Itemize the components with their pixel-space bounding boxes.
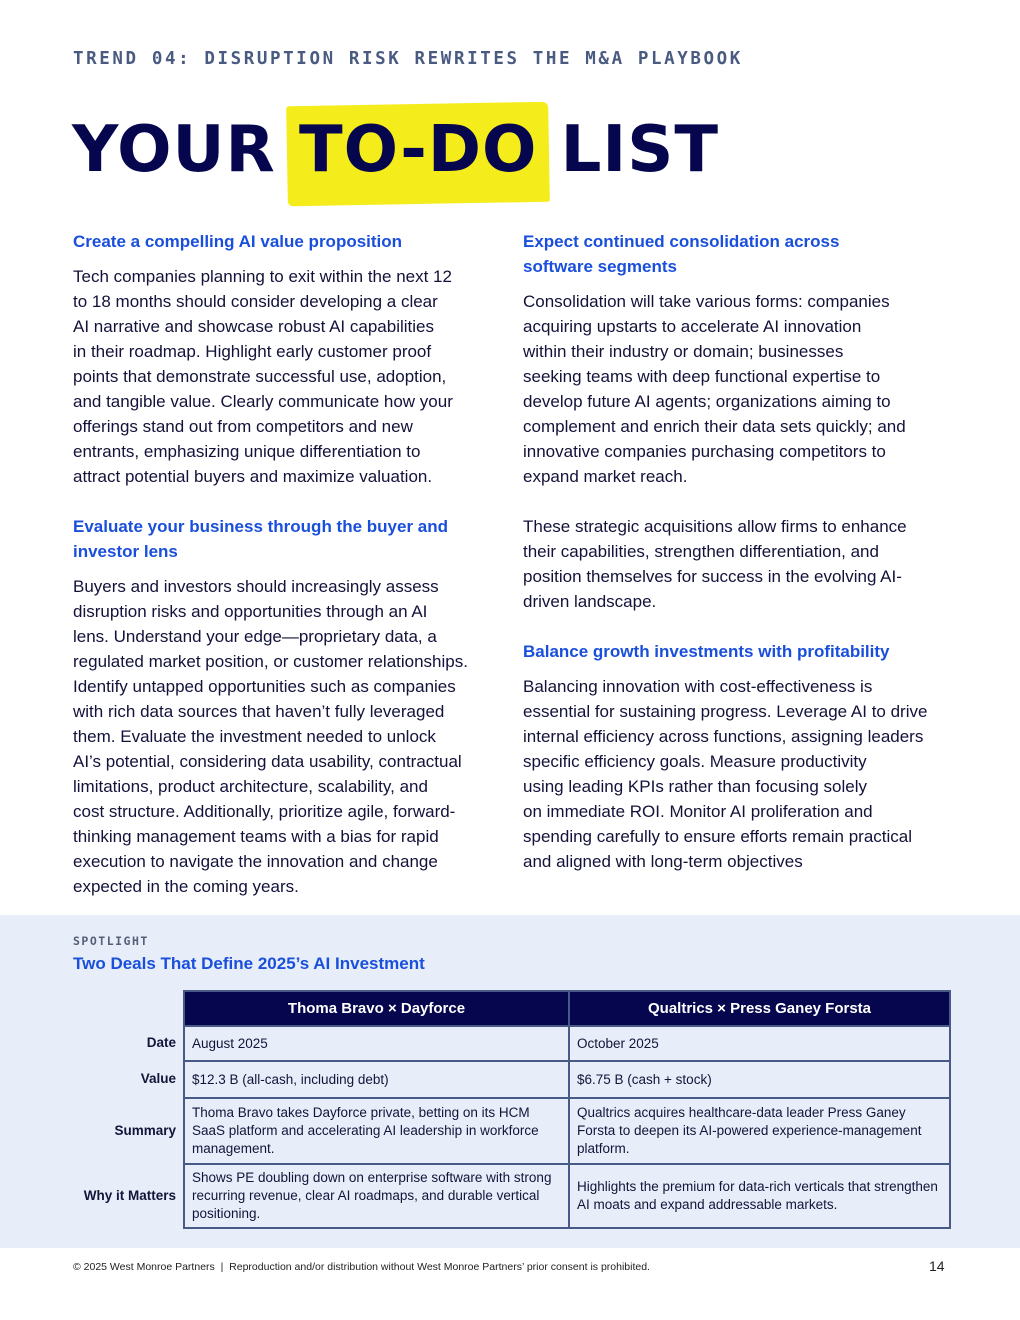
text-line: limitations, product architecture, scalability, and (73, 777, 428, 796)
text-line: Balancing innovation with cost-effectiveness is (523, 677, 873, 696)
text-line: software segments (523, 257, 677, 276)
row-label-value: Value (140, 1071, 176, 1086)
text-line: spending carefully to ensure efforts remain practical (523, 827, 912, 846)
text-line: Buyers and investors should increasingly assess (73, 577, 439, 596)
text-line: Evaluate your business through the buyer and (73, 517, 449, 536)
section-body (523, 289, 953, 489)
text-line: expected in the coming years. (73, 877, 299, 896)
text-line: develop future AI agents; organizations aiming to (523, 392, 891, 411)
text-line: acquiring upstarts to accelerate AI innovation (523, 317, 862, 336)
text-line: thinking management teams with a bias for rapid (73, 827, 439, 846)
table-cell: October 2025 (569, 1026, 950, 1061)
table-row (184, 1061, 950, 1098)
text-line: and aligned with long-term objectives (523, 852, 803, 871)
table-row (184, 1026, 950, 1061)
table-row (184, 1164, 950, 1228)
text-line: their capabilities, strengthen differentiation, and (523, 542, 879, 561)
text-line: regulated market position, or customer relationships. (73, 652, 468, 671)
spotlight-kicker: SPOTLIGHT (73, 934, 149, 948)
section-body (73, 574, 503, 899)
text-line: investor lens (73, 542, 178, 561)
table-cell: Thoma Bravo takes Dayforce private, betting on its HCM SaaS platform and accelerating AI leadership in workforce management. (184, 1098, 569, 1164)
text-line: in their roadmap. Highlight early customer proof (73, 342, 432, 361)
text-line: them. Evaluate the investment needed to unlock (73, 727, 436, 746)
table-cell: Shows PE doubling down on enterprise software with strong recurring revenue, clear AI roadmaps, and durable vertical positioning. (184, 1164, 569, 1228)
text-line: Balance growth investments with profitability (523, 642, 890, 661)
text-line: AI narrative and showcase robust AI capabilities (73, 317, 434, 336)
text-line: essential for sustaining progress. Leverage AI to drive (523, 702, 928, 721)
column-header: Thoma Bravo × Dayforce (184, 991, 569, 1026)
table-cell: August 2025 (184, 1026, 569, 1061)
footer-legal: © 2025 West Monroe Partners | Reproduction and/or distribution without West Monroe Partners’ prior consent is prohibited. (73, 1261, 650, 1273)
table-row (184, 1098, 950, 1164)
section-heading (523, 639, 953, 664)
deals-table (183, 990, 951, 1229)
section-body (523, 674, 953, 874)
text-line: lens. Understand your edge—proprietary data, a (73, 627, 437, 646)
text-line: internal efficiency across functions, assigning leaders (523, 727, 924, 746)
text-line: points that demonstrate successful use, adoption, (73, 367, 447, 386)
text-line: disruption risks and opportunities through an AI (73, 602, 428, 621)
text-line: entrants, emphasizing unique differentiation to (73, 442, 421, 461)
text-line: AI’s potential, considering data usability, contractual (73, 752, 462, 771)
table-cell: $12.3 B (all-cash, including debt) (184, 1061, 569, 1098)
table-cell: Qualtrics acquires healthcare-data leader Press Ganey Forsta to deepen its AI-powered experience-management platform. (569, 1098, 950, 1164)
text-line: to 18 months should consider developing a clear (73, 292, 438, 311)
spotlight-title: Two Deals That Define 2025’s AI Investment (73, 954, 425, 973)
text-line: innovative companies purchasing competitors to (523, 442, 886, 461)
table-cell: Highlights the premium for data-rich verticals that strengthen AI moats and expand addressable markets. (569, 1164, 950, 1228)
section-heading (523, 229, 953, 279)
text-line: offerings stand out from competitors and new (73, 417, 413, 436)
text-line: Consolidation will take various forms: companies (523, 292, 890, 311)
text-line: Create a compelling AI value proposition (73, 232, 403, 251)
page-title (72, 110, 719, 190)
column-header: Qualtrics × Press Ganey Forsta (569, 991, 950, 1026)
text-line: driven landscape. (523, 592, 657, 611)
text-line: and tangible value. Clearly communicate how your (73, 392, 453, 411)
text-line: on immediate ROI. Monitor AI proliferation and (523, 802, 873, 821)
title-highlight-text: TO-DO (299, 113, 538, 187)
page-number: 14 (929, 1258, 945, 1274)
text-line: execution to navigate the innovation and change (73, 852, 438, 871)
text-line: within their industry or domain; businesses (523, 342, 844, 361)
section-kicker: TREND 04: DISRUPTION RISK REWRITES THE M&A PLAYBOOK (73, 49, 743, 69)
table-cell: $6.75 B (cash + stock) (569, 1061, 950, 1098)
left-column (73, 229, 503, 899)
section-heading (73, 229, 503, 254)
text-line: cost structure. Additionally, prioritize agile, forward- (73, 802, 456, 821)
title-part-1: YOUR (72, 113, 276, 187)
text-line: using leading KPIs rather than focusing solely (523, 777, 867, 796)
right-column (523, 229, 953, 874)
text-line: expand market reach. (523, 467, 688, 486)
section-heading (73, 514, 503, 564)
row-label-summary: Summary (114, 1123, 176, 1138)
title-part-2: LIST (560, 113, 719, 187)
text-line: Expect continued consolidation across (523, 232, 840, 251)
text-line: Tech companies planning to exit within the next 12 (73, 267, 452, 286)
text-line: seeking teams with deep functional expertise to (523, 367, 881, 386)
title-highlight (299, 110, 537, 190)
text-line: complement and enrich their data sets quickly; and (523, 417, 906, 436)
text-line: position themselves for success in the evolving AI- (523, 567, 902, 586)
text-line: with rich data sources that haven’t fully leveraged (73, 702, 445, 721)
text-line: These strategic acquisitions allow firms to enhance (523, 517, 907, 536)
row-label-date: Date (146, 1035, 176, 1050)
section-body (523, 514, 953, 614)
row-label-why-it-matters: Why it Matters (83, 1188, 176, 1203)
section-body (73, 264, 503, 489)
table-header-row (184, 991, 950, 1026)
text-line: Identify untapped opportunities such as companies (73, 677, 456, 696)
text-line: specific efficiency goals. Measure productivity (523, 752, 867, 771)
text-line: attract potential buyers and maximize valuation. (73, 467, 433, 486)
